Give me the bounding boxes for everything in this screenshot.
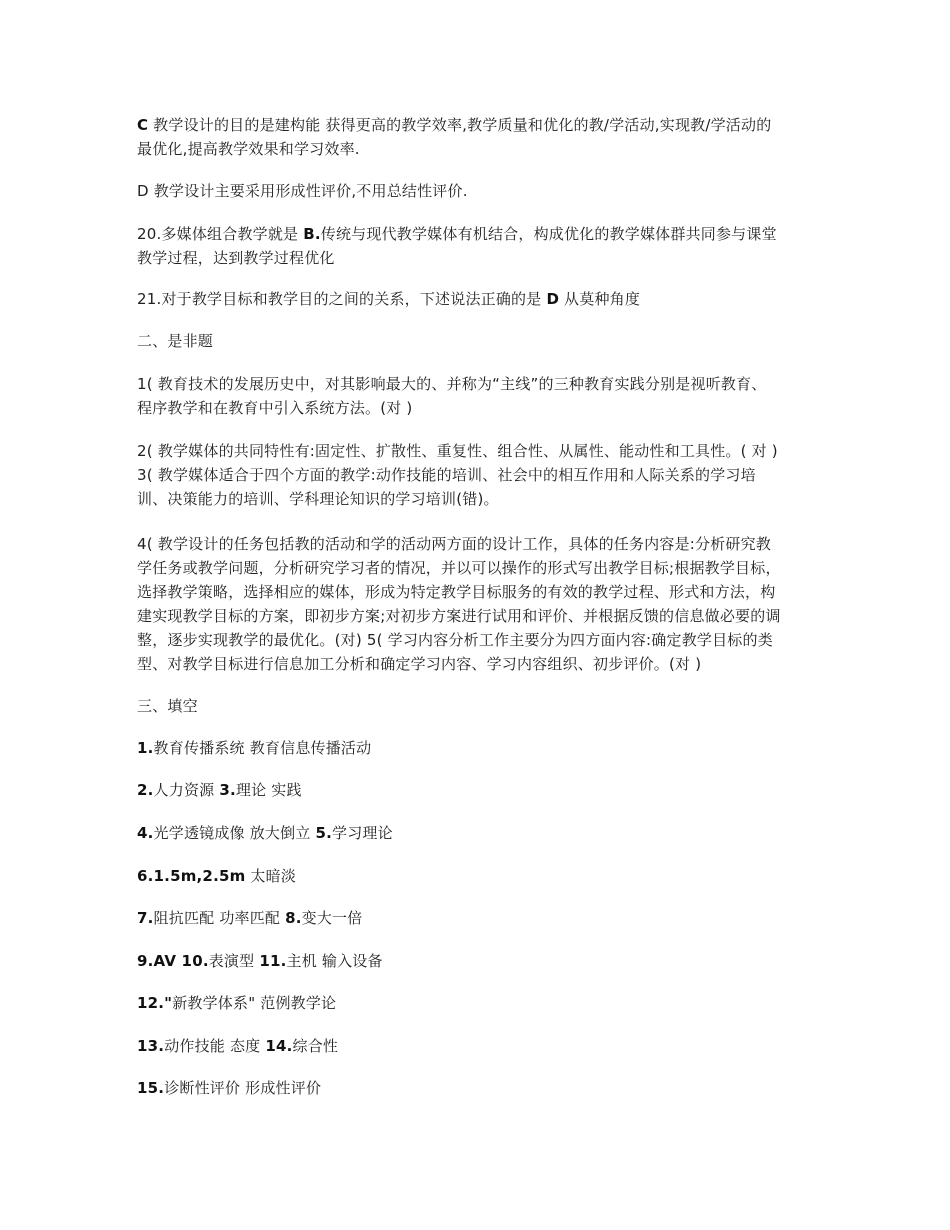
bold-text: 9.AV 10. xyxy=(137,952,209,970)
text-line xyxy=(137,694,827,718)
text-line xyxy=(137,906,827,930)
text-segment: 程序教学和在教育中引入系统方法。(对 ) xyxy=(137,399,413,417)
text-line xyxy=(137,949,827,973)
text-segment: 理论 实践 xyxy=(235,781,302,799)
text-line xyxy=(137,113,827,137)
paragraph xyxy=(137,372,827,420)
text-segment: 20.多媒体组合教学就是 xyxy=(137,225,304,243)
bold-text: 14. xyxy=(265,1037,293,1055)
text-segment: 学习理论 xyxy=(332,824,393,842)
text-segment: 最优化,提高教学效果和学习效率. xyxy=(137,140,360,158)
text-line xyxy=(137,463,827,487)
text-segment: 表演型 xyxy=(208,952,260,970)
text-segment: 1( 教育技术的发展历史中，对其影响最大的、并称为“主线”的三种教育实践分别是视听教育、 xyxy=(137,375,767,393)
paragraph xyxy=(137,532,827,676)
bold-text: 8. xyxy=(285,909,302,927)
text-line xyxy=(137,396,827,420)
text-segment: 诊断性评价 形成性评价 xyxy=(164,1079,322,1097)
paragraph xyxy=(137,864,827,888)
text-line xyxy=(137,137,827,161)
paragraph xyxy=(137,694,827,718)
paragraph xyxy=(137,329,827,353)
text-segment: 传统与现代教学媒体有机结合，构成优化的教学媒体群共同参与课堂 xyxy=(320,225,777,243)
text-line xyxy=(137,246,827,270)
paragraph xyxy=(137,113,827,161)
paragraph xyxy=(137,736,827,760)
text-segment: 人力资源 xyxy=(153,781,220,799)
text-line xyxy=(137,778,827,802)
paragraph xyxy=(137,179,827,203)
bold-text: 7. xyxy=(137,909,154,927)
bold-text: 5. xyxy=(315,824,333,842)
text-line xyxy=(137,821,827,845)
paragraph xyxy=(137,1034,827,1058)
text-line xyxy=(137,580,827,604)
paragraph xyxy=(137,991,827,1015)
paragraph xyxy=(137,906,827,930)
bold-text: C xyxy=(137,116,149,134)
bold-text: 3. xyxy=(219,781,236,799)
bold-text: B. xyxy=(303,225,321,243)
bold-text: 2. xyxy=(137,781,154,799)
bold-text: 11. xyxy=(259,952,287,970)
text-line xyxy=(137,372,827,396)
text-line xyxy=(137,179,827,203)
text-line xyxy=(137,1034,827,1058)
text-segment: 教学过程，达到教学过程优化 xyxy=(137,249,335,267)
bold-text: 15. xyxy=(137,1079,165,1097)
text-line xyxy=(137,652,827,676)
text-segment: 变大一倍 xyxy=(301,909,363,927)
text-segment: 从莫种角度 xyxy=(559,290,641,308)
paragraph xyxy=(137,1076,827,1100)
text-line xyxy=(137,439,827,463)
bold-text: 6.1.5m,2.5m xyxy=(137,867,246,885)
bold-text: 12." xyxy=(137,994,173,1012)
bold-text: 4. xyxy=(137,824,154,842)
text-line xyxy=(137,736,827,760)
bold-text: 13. xyxy=(137,1037,165,1055)
bold-text: 1. xyxy=(137,739,154,757)
text-segment: 训、决策能力的培训、学科理论知识的学习培训(错)。 xyxy=(137,490,499,508)
text-segment: 教育传播系统 教育信息传播活动 xyxy=(153,739,372,757)
paragraph xyxy=(137,439,827,511)
text-segment: 3( 教学媒体适合于四个方面的教学:动作技能的培训、社会中的相互作用和人际关系的学习培 xyxy=(137,466,756,484)
text-segment: 阻抗匹配 功率匹配 xyxy=(153,909,286,927)
text-line xyxy=(137,556,827,580)
text-segment: 综合性 xyxy=(292,1037,339,1055)
text-segment: 21.对于教学目标和教学目的之间的关系，下述说法正确的是 xyxy=(137,290,547,308)
text-segment: 选择教学策略，选择相应的媒体，形成为特定教学目标服务的有效的教学过程、形式和方法，构 xyxy=(137,583,776,601)
paragraph xyxy=(137,821,827,845)
text-segment: 型、对教学目标进行信息加工分析和确定学习内容、学习内容组织、初步评价。(对 ) xyxy=(137,655,702,673)
text-line xyxy=(137,628,827,652)
text-segment: 整，逐步实现教学的最优化。(对) 5( 学习内容分析工作主要分为四方面内容:确定教学目标的类 xyxy=(137,631,773,649)
text-segment: 4( 教学设计的任务包括教的活动和学的活动两方面的设计工作，具体的任务内容是:分析研究教 xyxy=(137,535,772,553)
text-segment: 光学透镜成像 放大倒立 xyxy=(153,824,316,842)
paragraph xyxy=(137,949,827,973)
text-line xyxy=(137,487,827,511)
text-segment: 太暗淡 xyxy=(245,867,297,885)
text-line xyxy=(137,532,827,556)
paragraph xyxy=(137,778,827,802)
text-segment: 主机 输入设备 xyxy=(286,952,383,970)
text-line xyxy=(137,329,827,353)
text-segment: 教学设计的目的是建构能 获得更高的教学效率,教学质量和优化的教/学活动,实现教/学活动的 xyxy=(148,116,772,134)
text-segment: 新教学体系" 范例教学论 xyxy=(172,994,337,1012)
text-segment: 动作技能 态度 xyxy=(164,1037,266,1055)
text-line xyxy=(137,991,827,1015)
text-segment: 二、是非题 xyxy=(137,332,214,350)
text-line xyxy=(137,287,827,311)
bold-text: D xyxy=(546,290,560,308)
paragraph xyxy=(137,222,827,270)
text-line xyxy=(137,1076,827,1100)
text-line xyxy=(137,864,827,888)
text-line xyxy=(137,222,827,246)
text-segment: 学任务或教学问题，分析研究学习者的情况，并以可以操作的形式写出教学目标;根据教学目标， xyxy=(137,559,781,577)
text-segment: D 教学设计主要采用形成性评价,不用总结性评价. xyxy=(137,182,468,200)
text-segment: 三、填空 xyxy=(137,697,198,715)
text-line xyxy=(137,604,827,628)
paragraph xyxy=(137,287,827,311)
text-segment: 建实现教学目标的方案，即初步方案;对初步方案进行试用和评价、并根据反馈的信息做必要的调 xyxy=(137,607,781,625)
text-segment: 2( 教学媒体的共同特性有:固定性、扩散性、重复性、组合性、从属性、能动性和工具性。( 对 ) xyxy=(137,442,778,460)
